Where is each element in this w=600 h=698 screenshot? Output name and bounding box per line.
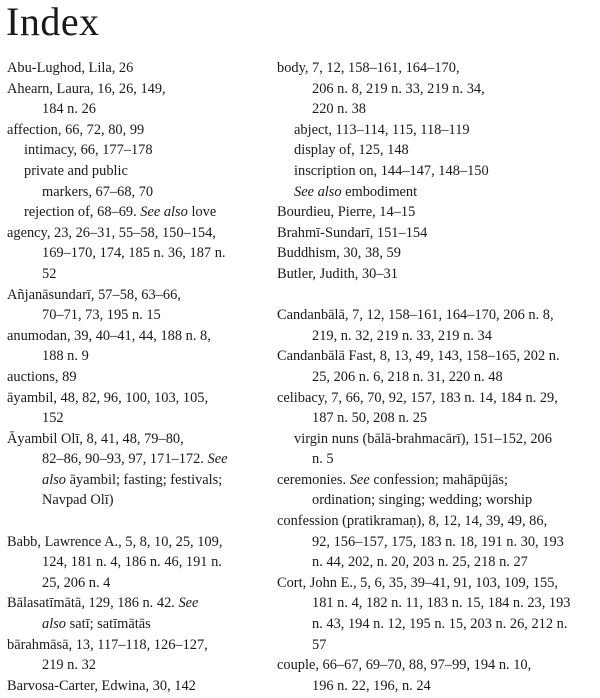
index-entry bbox=[7, 676, 267, 697]
entry-text: 25, 206 n. 6, 218 n. 31, 220 n. 48 bbox=[312, 368, 503, 385]
entry-text: abject, 113–114, 115, 118–119 bbox=[294, 121, 470, 138]
index-entry bbox=[277, 511, 595, 532]
entry-text: 184 n. 26 bbox=[42, 101, 96, 118]
index-subentry bbox=[277, 161, 595, 182]
index-entry bbox=[277, 655, 595, 676]
see-also-reference: also bbox=[42, 471, 66, 488]
entry-text: bārahmāsā, 13, 117–118, 126–127, bbox=[7, 636, 208, 653]
entry-text: rejection of, 68–69. bbox=[24, 204, 141, 221]
index-entry-continuation bbox=[7, 182, 267, 203]
index-column-right bbox=[277, 58, 595, 696]
entry-text: 219 n. 32 bbox=[42, 657, 96, 674]
index-entry bbox=[277, 264, 595, 285]
entry-text: n. 44, 202, n. 20, 203 n. 25, 218 n. 27 bbox=[312, 554, 528, 571]
index-entry bbox=[277, 58, 595, 79]
index-subentry bbox=[277, 429, 595, 450]
index-entry bbox=[277, 388, 595, 409]
index-subentry bbox=[7, 140, 267, 161]
entry-text: n. 5 bbox=[312, 451, 334, 468]
entry-text: Brahmī-Sundarī, 151–154 bbox=[277, 224, 428, 241]
index-entry bbox=[7, 367, 267, 388]
index-entry bbox=[277, 305, 595, 326]
entry-text: 206 n. 8, 219 n. 33, 219 n. 34, bbox=[312, 80, 485, 97]
entry-text: Barvosa-Carter, Edwina, 30, 142 bbox=[7, 677, 196, 694]
index-entry-continuation bbox=[277, 367, 595, 388]
index-entry bbox=[277, 573, 595, 594]
index-entry bbox=[7, 532, 267, 553]
entry-text: celibacy, 7, 66, 70, 92, 157, 183 n. 14, 184 n. 29, bbox=[277, 389, 558, 406]
entry-text: 82–86, 90–93, 97, 171–172. bbox=[42, 451, 208, 468]
index-entry-continuation bbox=[7, 655, 267, 676]
entry-text: Buddhism, 30, 38, 59 bbox=[277, 245, 401, 262]
entry-text: Navpad Olī) bbox=[42, 492, 114, 509]
index-entry-continuation bbox=[277, 490, 595, 511]
index-entry-continuation bbox=[7, 264, 267, 285]
see-also-reference: See bbox=[207, 451, 228, 468]
entry-text: 219, n. 32, 219 n. 33, 219 n. 34 bbox=[312, 327, 492, 344]
entry-text: 188 n. 9 bbox=[42, 348, 89, 365]
entry-text: body, 7, 12, 158–161, 164–170, bbox=[277, 60, 460, 76]
index-entry-continuation bbox=[277, 449, 595, 470]
entry-text: 25, 206 n. 4 bbox=[42, 574, 111, 591]
entry-text: markers, 67–68, 70 bbox=[42, 183, 154, 200]
index-entry-continuation bbox=[7, 573, 267, 594]
entry-text: Cort, John E., 5, 6, 35, 39–41, 91, 103, 109, 155, bbox=[277, 574, 559, 591]
index-entry bbox=[7, 285, 267, 306]
index-entry-continuation bbox=[277, 326, 595, 347]
entry-text: couple, 66–67, 69–70, 88, 97–99, 194 n. 10, bbox=[277, 657, 532, 674]
entry-text: private and public bbox=[24, 162, 128, 179]
page-title: Index bbox=[6, 0, 100, 44]
entry-text: 92, 156–157, 175, 183 n. 18, 191 n. 30, 193 bbox=[312, 533, 564, 550]
entry-text: Āyambil Olī, 8, 41, 48, 79–80, bbox=[7, 430, 184, 447]
index-entry-continuation bbox=[277, 676, 595, 697]
index-subentry bbox=[277, 120, 595, 141]
entry-text: anumodan, 39, 40–41, 44, 188 n. 8, bbox=[7, 327, 211, 344]
entry-text: agency, 23, 26–31, 55–58, 150–154, bbox=[7, 224, 216, 241]
entry-text: 152 bbox=[42, 410, 64, 427]
entry-text: n. 43, 194 n. 12, 195 n. 15, 203 n. 26, 212 n. bbox=[312, 616, 568, 633]
entry-text: 52 bbox=[42, 265, 57, 282]
entry-text: 196 n. 22, 196, n. 24 bbox=[312, 677, 431, 694]
index-entry bbox=[277, 223, 595, 244]
entry-text: ordination; singing; wedding; worship bbox=[312, 492, 533, 509]
index-entry-continuation bbox=[7, 614, 267, 635]
index-entry-continuation bbox=[277, 408, 595, 429]
cross-reference-text: embodiment bbox=[341, 183, 418, 200]
entry-text: Ahearn, Laura, 16, 26, 149, bbox=[7, 80, 166, 97]
index-entry-continuation bbox=[277, 79, 595, 100]
entry-text: intimacy, 66, 177–178 bbox=[24, 142, 153, 159]
index-entry-continuation bbox=[7, 346, 267, 367]
index-entry bbox=[277, 346, 595, 367]
entry-text: confession (pratikramaṇ), 8, 12, 14, 39, 49, 86, bbox=[277, 513, 548, 530]
index-entry-continuation bbox=[7, 99, 267, 120]
index-entry-continuation bbox=[277, 614, 595, 635]
index-entry bbox=[7, 120, 267, 141]
index-entry-continuation bbox=[277, 99, 595, 120]
entry-gap bbox=[277, 285, 595, 306]
entry-text: Candanbālā, 7, 12, 158–161, 164–170, 206 n. 8, bbox=[277, 307, 554, 324]
index-entry-continuation bbox=[7, 449, 267, 470]
entry-text: 57 bbox=[312, 636, 327, 653]
index-entry bbox=[7, 635, 267, 656]
index-entry-continuation bbox=[7, 552, 267, 573]
index-entry bbox=[277, 202, 595, 223]
index-entry bbox=[7, 593, 267, 614]
index-entry bbox=[7, 58, 267, 79]
entry-text: 124, 181 n. 4, 186 n. 46, 191 n. bbox=[42, 554, 222, 571]
see-also-reference: See also bbox=[140, 204, 188, 221]
entry-text: Bālasatīmātā, 129, 186 n. 42. bbox=[7, 595, 179, 612]
see-also-reference: See bbox=[349, 471, 370, 488]
index-entry bbox=[7, 388, 267, 409]
index-entry bbox=[277, 470, 595, 491]
index-entry bbox=[7, 326, 267, 347]
entry-text: 220 n. 38 bbox=[312, 101, 366, 118]
see-also-reference: See also bbox=[294, 183, 342, 200]
entry-text: Añjanāsundarī, 57–58, 63–66, bbox=[7, 286, 181, 303]
entry-text: 187 n. 50, 208 n. 25 bbox=[312, 410, 428, 427]
entry-text: 70–71, 73, 195 n. 15 bbox=[42, 307, 161, 324]
index-entry bbox=[277, 243, 595, 264]
index-entry-continuation bbox=[7, 490, 267, 511]
index-entry bbox=[7, 223, 267, 244]
index-entry bbox=[7, 429, 267, 450]
entry-text: affection, 66, 72, 80, 99 bbox=[7, 121, 145, 138]
cross-reference-text: āyambil; fasting; festivals; bbox=[66, 471, 223, 488]
cross-reference-text: love bbox=[187, 204, 217, 221]
entry-text: Bourdieu, Pierre, 14–15 bbox=[277, 204, 416, 221]
see-also-reference: See bbox=[178, 595, 199, 612]
index-entry-continuation bbox=[277, 532, 595, 553]
index-entry-continuation bbox=[7, 470, 267, 491]
index-entry-continuation bbox=[277, 552, 595, 573]
index-subentry bbox=[7, 161, 267, 182]
index-column-left bbox=[7, 58, 267, 696]
entry-text: Candanbālā Fast, 8, 13, 49, 143, 158–165, 202 n. bbox=[277, 348, 560, 365]
entry-text: ceremonies. bbox=[277, 471, 350, 488]
entry-text: Butler, Judith, 30–31 bbox=[277, 265, 398, 282]
index-entry-continuation bbox=[277, 635, 595, 656]
index-subentry bbox=[7, 202, 267, 223]
entry-text: Abu-Lughod, Lila, 26 bbox=[7, 60, 134, 76]
see-also-reference: also bbox=[42, 616, 66, 633]
index-entry-continuation bbox=[277, 593, 595, 614]
index-entry bbox=[7, 79, 267, 100]
index-entry-continuation bbox=[7, 243, 267, 264]
index-subentry bbox=[277, 182, 595, 203]
entry-text: inscription on, 144–147, 148–150 bbox=[294, 162, 489, 179]
index-entry-continuation bbox=[7, 305, 267, 326]
entry-text: virgin nuns (bālā-brahmacārī), 151–152, 206 bbox=[294, 430, 552, 447]
entry-text: auctions, 89 bbox=[7, 368, 77, 385]
entry-text: āyambil, 48, 82, 96, 100, 103, 105, bbox=[7, 389, 209, 406]
entry-gap bbox=[7, 511, 267, 532]
entry-text: 169–170, 174, 185 n. 36, 187 n. bbox=[42, 245, 226, 262]
index-subentry bbox=[277, 140, 595, 161]
entry-text: Babb, Lawrence A., 5, 8, 10, 25, 109, bbox=[7, 533, 223, 550]
cross-reference-text: confession; mahāpūjās; bbox=[369, 471, 508, 488]
cross-reference-text: satī; satīmātās bbox=[66, 616, 151, 633]
index-entry-continuation bbox=[7, 408, 267, 429]
entry-text: 181 n. 4, 182 n. 11, 183 n. 15, 184 n. 23, 193 bbox=[312, 595, 571, 612]
entry-text: display of, 125, 148 bbox=[294, 142, 409, 159]
